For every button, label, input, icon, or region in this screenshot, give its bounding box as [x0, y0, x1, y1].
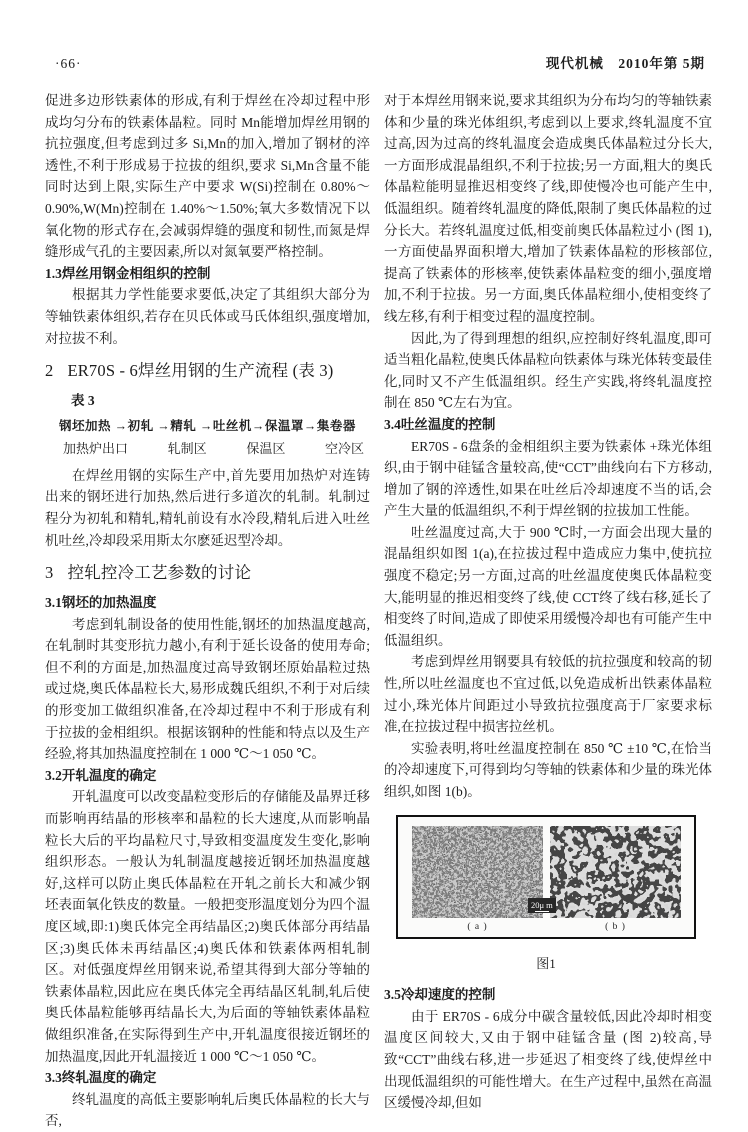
- paragraph: 实验表明,将吐丝温度控制在 850 ℃ ±10 ℃,在恰当的冷却速度下,可得到均匀等轴的铁素体和少量的珠光体组织,如图 1(b)。: [384, 740, 712, 799]
- process-zones-row: [45, 436, 370, 461]
- process-flow-line: 钢坯加热 →初轧 →精轧 →吐丝机→保温罩→集卷器: [59, 418, 356, 433]
- section-number: 2: [45, 361, 54, 381]
- subsection-heading-3-1: 3.1钢坯的加热温度: [45, 595, 157, 611]
- paragraph: 吐丝温度过高,大于 900 ℃时,一方面会出现大量的混晶组织如图 1(a),在拉拔过程中造成应力集中,使抗拉强度不稳定;另一方面,过高的吐丝温度使奥氏体晶粒变大,能明显的推迟相变终了线,使 CCT终了线右移,延长了相变终了时间,造成了即使采用缓慢冷却也有可能产生中低温组织。: [384, 524, 712, 648]
- zone-label: 轧制区: [167, 440, 207, 456]
- paragraph: 在焊丝用钢的实际生产中,首先要用加热炉对连铸出来的钢坯进行加热,然后进行多道次的轧制。轧制过程分为初轧和精轧,精轧前设有水冷段,精轧后进入吐丝机吐丝,冷却段采用斯太尔麽延迟型冷却。: [45, 467, 370, 548]
- subsection-heading-3-4: 3.4吐丝温度的控制: [384, 416, 496, 432]
- zone-label: 加热炉出口: [63, 440, 129, 456]
- figure-1: [384, 815, 712, 975]
- scale-bar-tick: [535, 911, 549, 912]
- subsection-heading-3-2: 3.2开轧温度的确定: [45, 767, 157, 783]
- figure-1-frame: [396, 815, 696, 939]
- paragraph: ER70S - 6盘条的金相组织主要为铁素体 +珠光体组织,由于钢中硅锰含量较高,使“CCT”曲线向右下方移动,增加了钢的淬透性,如果在吐丝后冷却速度不当的话,会产生大量的低温组织,不利于焊丝钢的拉拔加工性能。: [384, 438, 712, 519]
- scale-bar-text: 20μ m: [531, 899, 553, 910]
- right-column: [384, 90, 712, 1114]
- micrograph-a-image: [412, 826, 543, 918]
- scale-bar: [528, 898, 556, 913]
- zone-label: 空冷区: [324, 440, 364, 456]
- paragraph: 因此,为了得到理想的组织,应控制好终轧温度,即可适当粗化晶粒,使奥氏体晶粒向铁素体与珠光体转变最佳化,同时又不产生低温组织。经生产实践,将终轧温度控制在 850 ℃左右为宜。: [384, 330, 712, 411]
- section-title: 控轧控冷工艺参数的讨论: [67, 563, 252, 583]
- section-heading-2: [45, 360, 370, 382]
- figure-1-caption: 图1: [536, 955, 556, 971]
- zone-label: 保温区: [246, 440, 286, 456]
- paragraph: 终轧温度的高低主要影响轧后奥氏体晶粒的长大与否,: [45, 1091, 370, 1129]
- page-header: [55, 52, 705, 72]
- section-number: 3: [45, 563, 54, 583]
- paragraph: 开轧温度可以改变晶粒变形后的存储能及晶界迁移而影响再结晶的形核率和晶粒的长大速度,从而影响晶粒长大后的平均晶粒尺寸,导致相变温度发生变化,影响组织形态。一般认为轧制温度越接近钢坯加热温度越好,这样可以防止奥氏体晶粒在开轧之前长大和减少钢坯表面氧化铁皮的数量。一般把变形温度划分为四个温度区域,即:1)奥氏体完全再结晶区;2)奥氏体部分再结晶区;3)奥氏体未再结晶区;4)奥氏体和铁素体两相轧制区。对低强度焊丝用钢来说,希望其得到大部分等轴的铁素体晶粒,因此应在奥氏体完全再结晶区轧制,轧后使奥氏体晶粒能够再结晶长大,为后面的等轴铁素体晶粒做组织准备,在实际得到生产中,开轧温度很接近钢坯的加热温度,因此开轧温接近 1 000 ℃～1 050 ℃。: [45, 789, 370, 1064]
- paragraph: 考虑到焊丝用钢要具有较低的抗拉强度和较高的韧性,所以吐丝温度也不宜过低,以免造成析出铁素体晶粒过小,珠光体片间距过小导致抗拉强度高于厂家要求标准,在拉拔过程中损害拉丝机。: [384, 654, 712, 735]
- micrograph-a-wrap: [412, 826, 543, 935]
- page-number: ·66·: [55, 56, 82, 71]
- subsection-heading-3-5: 3.5冷却速度的控制: [384, 987, 496, 1003]
- subsection-heading-3-3: 3.3终轧温度的确定: [45, 1070, 157, 1086]
- left-column: [45, 90, 370, 1132]
- paragraph: 对于本焊丝用钢来说,要求其组织为分布均匀的等轴铁素体和少量的珠光体组织,考虑到以上要求,终轧温度不宜过高,因为过高的终轧温度会造成奥氏体晶粒过分长大,一方面形成混晶组织,不利于拉拔;另一方面,粗大的奥氏体晶粒能明显推迟相变终了线,即使慢冷也可能产生中,低温组织。随着终轧温度的降低,限制了奥氏体晶粒的过分长大。若终轧温度过低,相变前奥氏体晶粒过小 (图 1),一方面使晶界面积增大,增加了铁素体晶粒的形核部位,提高了铁素体的形核率,使铁素体晶粒变的细小,强度增加,不利于拉拔。另一方面,奥氏体晶粒细小,使相变终了线左移,有利于相变过程的温度控制。: [384, 93, 712, 324]
- section-title: ER70S - 6焊丝用钢的生产流程 (表 3): [67, 361, 334, 381]
- figure-sublabel-a: ( a ): [467, 921, 488, 932]
- paragraph: 根据其力学性能要求要低,决定了其组织大部分为等轴铁素体组织,若存在贝氏体或马氏体组织,强度增加,对拉拔不利。: [45, 287, 370, 346]
- micrograph-b-image: [550, 826, 681, 918]
- paragraph: 促进多边形铁素体的形成,有利于焊丝在冷却过程中形成均匀分布的铁素体晶粒。同时 Mn能增加焊丝用钢的抗拉强度,但考虑到过多 Si,Mn的加入,增加了钢材的淬透性,不利于形成易于拉拔的组织,要求 Si,Mn含量不能同时达到上限,实际生产中要求 W(Si)控制在 0.80%～0.90%,W(Mn)控制在 1.40%～1.50%;氧大多数情况下以氧化物的形式存在,会减弱焊缝的强度和韧性,而氮是焊缝形成气孔的主要因素,所以对氮氧要严格控制。: [45, 93, 370, 260]
- subsection-heading-1-3: 1.3焊丝用钢金相组织的控制: [45, 265, 211, 281]
- paragraph: 由于 ER70S - 6成分中碳含量较低,因此冷却时相变温度区间较大,又由于钢中硅锰含量 (图 2)较高,导致“CCT”曲线右移,进一步延迟了相变终了线,使焊丝中出现低温组织的可能性增大。在生产过程中,虽然在高温区缓慢冷却,但如: [384, 1008, 712, 1111]
- paragraph: 考虑到轧制设备的使用性能,钢坯的加热温度越高,在轧制时其变形抗力越小,有利于延长设备的使用寿命;但不利的方面是,加热温度过高导致钢坯原始晶粒过热或过烧,奥氏体晶粒长大,易形成魏氏组织,不利于对后续的形变加工做组织准备,在冷却过程中不利于形成有利于拉拔的金相组织。根据该钢种的性能和特点以及生产经验,将其加热温度控制在 1 000 ℃～1 050 ℃。: [45, 616, 370, 762]
- table-3-label: 表 3: [71, 393, 95, 409]
- micrograph-b-wrap: [550, 826, 681, 935]
- section-heading-3: [45, 562, 370, 584]
- journal-title: 现代机械 2010年第 5期: [545, 56, 705, 71]
- figure-sublabel-b: ( b ): [605, 921, 626, 932]
